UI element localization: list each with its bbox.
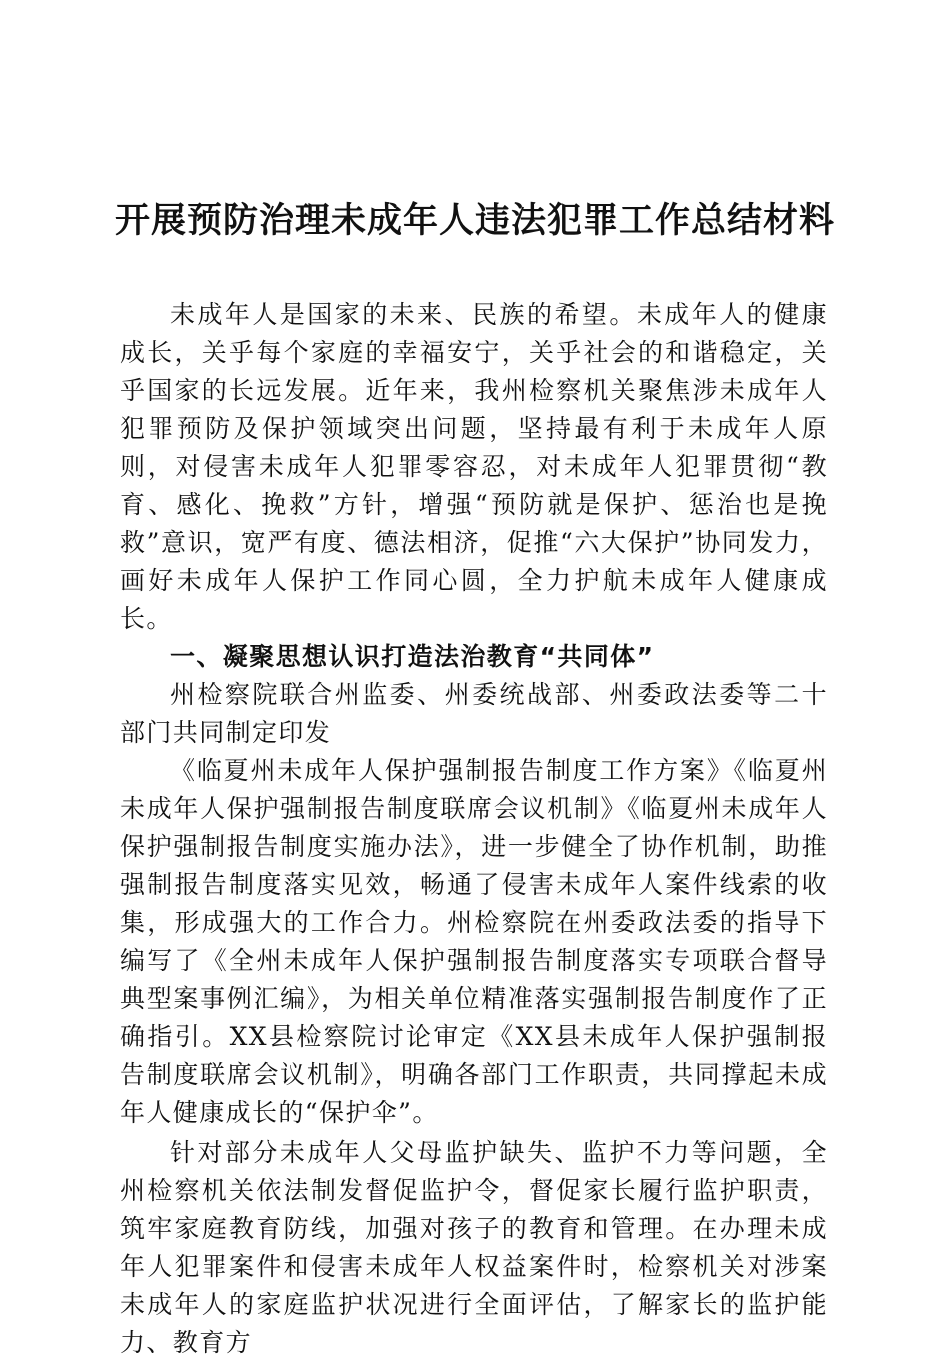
paragraph-joint-issuance: 州检察院联合州监委、州委统战部、州委政法委等二十部门共同制定印发 xyxy=(120,680,828,747)
document-title: 开展预防治理未成年人违法犯罪工作总结材料 xyxy=(114,200,835,241)
paragraph-reporting-system: 《临夏州未成年人保护强制报告制度工作方案》《临夏州未成年人保护强制报告制度联席会议机制》《临夏州未成年人保护强制报告制度实施办法》，进一步健全了协作机制，助推强制报告制度落实见效，畅通了侵害未成年人案件线索的收集，形成强大的工作合力。州检察院在州委政法委的指导下编写了《全州未成年人保护强制报告制度落实专项联合督导典型案事例汇编》，为相关单位精准落实强制报告制度作了正确指引。XX县检察院讨论审定《XX县未成年人保护强制报告制度联席会议机制》，明确各部门工作职责，共同撑起未成年人健康成长的“保护伞”。 xyxy=(120,756,828,1127)
document-body xyxy=(120,296,828,1362)
paragraph-intro: 未成年人是国家的未来、民族的希望。未成年人的健康成长，关乎每个家庭的幸福安宁，关乎社会的和谐稳定，关乎国家的长远发展。近年来，我州检察机关聚焦涉未成年人犯罪预防及保护领域突出问题，坚持最有利于未成年人原则，对侵害未成年人犯罪零容忍，对未成年人犯罪贯彻“教育、感化、挽救”方针，增强“预防就是保护、惩治也是挽救”意识，宽严有度、德法相济，促推“六大保护”协同发力，画好未成年人保护工作同心圆，全力护航未成年人健康成长。 xyxy=(120,300,828,633)
section-heading-1: 一、凝聚思想认识打造法治教育“共同体” xyxy=(170,642,655,671)
paragraph-guardianship: 针对部分未成年人父母监护缺失、监护不力等问题，全州检察机关依法制发督促监护令，督促家长履行监护职责，筑牢家庭教育防线，加强对孩子的教育和管理。在办理未成年人犯罪案件和侵害未成年人权益案件时，检察机关对涉案未成年人的家庭监护状况进行全面评估，了解家长的监护能力、教育方 xyxy=(120,1138,828,1357)
